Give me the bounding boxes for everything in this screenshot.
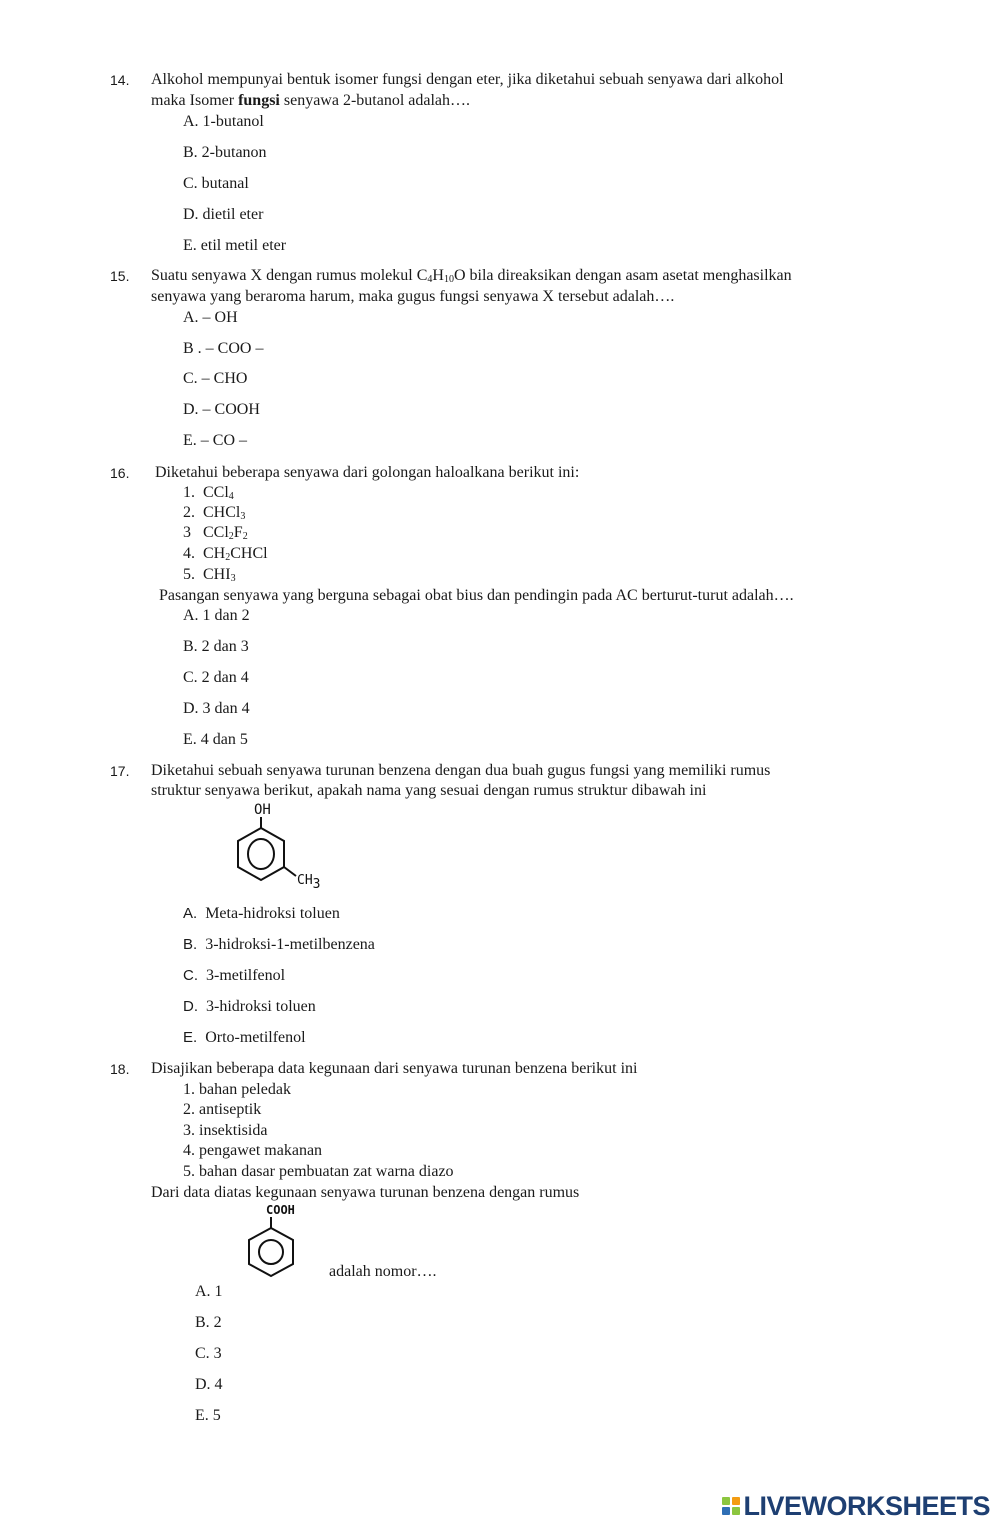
benzene-ring — [249, 1228, 293, 1276]
option-text: Orto-metilfenol — [205, 1029, 306, 1046]
q16-formula: CCl — [203, 524, 229, 541]
q16-intro: Diketahui beberapa senyawa dari golongan haloalkana berikut ini: — [155, 464, 580, 481]
q17-option-b[interactable] — [183, 935, 375, 955]
q15-option-b[interactable]: B . – COO – — [183, 340, 264, 357]
q16-list-num: 4. — [183, 545, 195, 562]
q16-list-item — [183, 544, 268, 564]
q16-formula: CCl — [203, 484, 229, 501]
q16-formula: CHCl — [203, 504, 241, 521]
q15-option-d[interactable]: D. – COOH — [183, 401, 260, 418]
q16-list-num: 2. — [183, 504, 195, 521]
q14-option-d[interactable]: D. dietil eter — [183, 206, 264, 223]
q15-option-a[interactable]: A. – OH — [183, 309, 238, 326]
q16-sub: 4 — [228, 491, 234, 502]
option-letter: E. — [183, 1029, 198, 1046]
q15-text: H — [432, 267, 444, 284]
benzoic-acid-structure — [240, 1200, 320, 1282]
q18-list-item: 5. bahan dasar pembuatan zat warna diazo — [183, 1163, 454, 1180]
q16-number: 16. — [110, 465, 130, 481]
q16-formula: F — [233, 524, 243, 541]
q16-option-e[interactable]: E. 4 dan 5 — [183, 731, 248, 748]
q18-question: Dari data diatas kegunaan senyawa turunan benzena dengan rumus — [151, 1184, 580, 1201]
q17-line1: Diketahui sebuah senyawa turunan benzena dengan dua buah gugus fungsi yang memiliki rumus — [151, 762, 771, 779]
q14-line2-text: maka Isomer — [151, 92, 239, 109]
ch3-sub: 3 — [312, 877, 321, 892]
q16-formula: CHCl — [230, 545, 268, 562]
q18-intro: Disajikan beberapa data kegunaan dari senyawa turunan benzena berikut ini — [151, 1060, 638, 1077]
q16-formula: CHI — [203, 566, 231, 583]
logo-text: LIVEWORKSHEETS — [743, 1490, 990, 1521]
q16-list-item — [183, 483, 234, 503]
q18-suffix: adalah nomor…. — [329, 1263, 437, 1280]
q18-option-c[interactable]: C. 3 — [195, 1345, 222, 1362]
option-text: 3-hidroksi toluen — [206, 998, 316, 1015]
q18-list-item: 4. pengawet makanan — [183, 1142, 323, 1159]
q14-option-b[interactable]: B. 2-butanon — [183, 144, 267, 161]
q18-option-e[interactable]: E. 5 — [195, 1407, 221, 1424]
q16-sub: 2 — [228, 531, 234, 542]
q17-option-e[interactable] — [183, 1028, 306, 1048]
aromatic-circle — [259, 1240, 283, 1264]
cooh-label: COOH — [266, 1203, 295, 1217]
q16-list-num: 5. — [183, 566, 195, 583]
ch3-bond — [284, 867, 296, 876]
q17-number: 17. — [110, 763, 130, 779]
option-letter: A. — [183, 905, 198, 922]
q15-text: O bila direaksikan dengan asam asetat menghasilkan — [453, 267, 792, 284]
option-letter: D. — [183, 998, 198, 1015]
q14-option-a[interactable]: A. 1-butanol — [183, 113, 264, 130]
q18-number: 18. — [110, 1061, 130, 1077]
q16-option-d[interactable]: D. 3 dan 4 — [183, 700, 250, 717]
q15-option-c[interactable]: C. – CHO — [183, 370, 248, 387]
ch3-text: CH — [297, 873, 313, 888]
q16-list-num: 3 — [183, 524, 191, 541]
option-text: 3-metilfenol — [206, 967, 286, 984]
q14-option-e[interactable]: E. etil metil eter — [183, 237, 287, 254]
q16-list-item — [183, 523, 248, 543]
q17-line2: struktur senyawa berikut, apakah nama yang sesuai dengan rumus struktur dibawah ini — [151, 782, 707, 799]
q16-question: Pasangan senyawa yang berguna sebagai obat bius dan pendingin pada AC berturut-turut adalah…. — [159, 587, 794, 604]
q15-number: 15. — [110, 268, 130, 284]
ch3-label — [297, 873, 320, 892]
q15-line1 — [151, 266, 792, 286]
option-letter: C. — [183, 967, 198, 984]
q18-list-item: 3. insektisida — [183, 1122, 268, 1139]
oh-label: OH — [254, 802, 271, 818]
q16-sub: 3 — [240, 511, 246, 522]
q18-option-d[interactable]: D. 4 — [195, 1376, 223, 1393]
q18-list-item: 2. antiseptik — [183, 1101, 262, 1118]
q16-option-b[interactable]: B. 2 dan 3 — [183, 638, 249, 655]
option-text: 3-hidroksi-1-metilbenzena — [205, 936, 375, 953]
q17-option-d[interactable] — [183, 997, 316, 1017]
q18-list-item: 1. bahan peledak — [183, 1081, 291, 1098]
q15-text: Suatu senyawa X dengan rumus molekul C — [151, 267, 428, 284]
option-letter: B. — [183, 936, 198, 953]
q16-sub: 2 — [225, 552, 231, 563]
logo-icon — [722, 1497, 740, 1515]
aromatic-circle — [248, 839, 274, 869]
option-text: Meta-hidroksi toluen — [205, 905, 340, 922]
q14-line2-bold: fungsi — [238, 92, 280, 109]
q14-number: 14. — [110, 72, 130, 88]
q16-list-num: 1. — [183, 484, 195, 501]
benzene-ring — [238, 828, 284, 880]
q16-sub: 3 — [230, 573, 236, 584]
q15-line2: senyawa yang beraroma harum, maka gugus fungsi senyawa X tersebut adalah…. — [151, 288, 675, 305]
q16-option-c[interactable]: C. 2 dan 4 — [183, 669, 249, 686]
q16-list-item — [183, 565, 236, 585]
q15-sub: 4 — [427, 274, 433, 285]
liveworksheets-logo[interactable] — [722, 1492, 990, 1520]
q14-line2-text-end: senyawa 2-butanol adalah…. — [279, 92, 471, 109]
q16-option-a[interactable]: A. 1 dan 2 — [183, 607, 250, 624]
q16-list-item — [183, 503, 245, 523]
q14-line2 — [151, 91, 470, 111]
q18-option-a[interactable]: A. 1 — [195, 1283, 223, 1300]
q17-option-c[interactable] — [183, 966, 285, 986]
methylphenol-structure — [225, 800, 345, 900]
q15-option-e[interactable]: E. – CO – — [183, 432, 247, 449]
q16-formula: CH — [203, 545, 226, 562]
q18-option-b[interactable]: B. 2 — [195, 1314, 222, 1331]
q15-sub: 10 — [443, 274, 454, 285]
q17-option-a[interactable] — [183, 904, 340, 924]
q14-option-c[interactable]: C. butanal — [183, 175, 249, 192]
q16-sub: 2 — [242, 531, 248, 542]
q14-line1: Alkohol mempunyai bentuk isomer fungsi dengan eter, jika diketahui sebuah senyawa dari alkohol — [151, 71, 784, 88]
